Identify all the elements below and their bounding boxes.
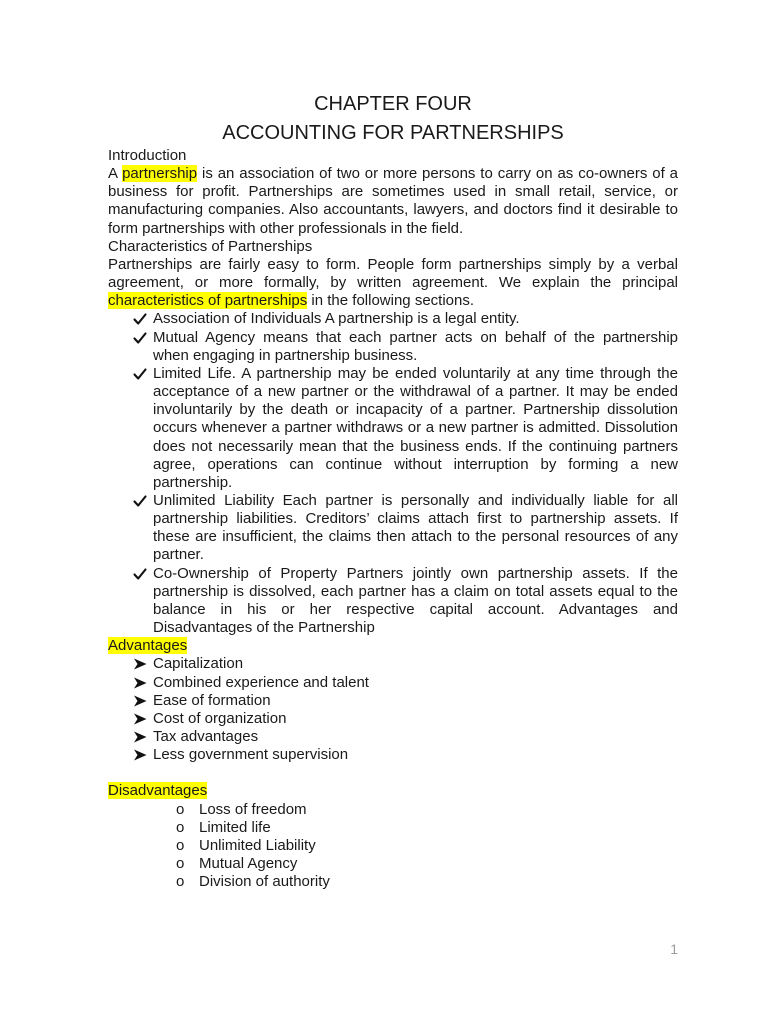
arrowhead-bullet-icon <box>133 712 147 726</box>
arrowhead-bullet-icon <box>133 748 147 762</box>
intro-line: business for profit. Partnerships are sometimes used in small retail, service, or <box>108 183 678 201</box>
characteristic-item <box>108 565 678 638</box>
chapter-title <box>108 90 678 148</box>
item-line: partnership liabilities. Creditors’ claims attach first to partnership assets. If <box>153 510 678 528</box>
disadvantage-label: Mutual Agency <box>199 855 298 873</box>
item-line: Limited Life. A partnership may be ended voluntarily at any time through the <box>153 364 678 382</box>
arrowhead-bullet-icon <box>133 676 147 690</box>
text-segment: is an association of two or more persons to carry on as co-owners of a <box>197 165 678 183</box>
highlighted-term: partnership <box>122 165 198 183</box>
item-line: Unlimited Liability Each partner is personally and individually liable for all <box>153 491 678 509</box>
item-line: Mutual Agency means that each partner acts on behalf of the partnership <box>153 328 678 346</box>
page-number: 1 <box>670 941 678 957</box>
item-line: involuntarily by the death or incapacity of a partner. Partnership dissolution <box>153 401 678 419</box>
checkmark-icon <box>133 331 147 345</box>
item-line: agree, operations can continue without interruption by forming a new <box>153 455 678 473</box>
checkmark-icon <box>133 567 147 581</box>
characteristic-item <box>108 329 678 365</box>
characteristics-line: agreement, or more formally, by written agreement. We explain the principal <box>108 274 678 292</box>
item-line: Association of Individuals A partnership is a legal entity. <box>153 310 520 328</box>
item-line: when engaging in partnership business. <box>153 346 418 364</box>
highlighted-heading: Disadvantages <box>108 782 208 800</box>
advantage-item <box>108 692 678 710</box>
advantage-label: Capitalization <box>153 655 244 673</box>
item-line: partner. <box>153 546 204 564</box>
arrowhead-bullet-icon <box>133 657 147 671</box>
document-body <box>108 147 678 891</box>
disadvantage-item <box>108 855 678 873</box>
advantage-label: Combined experience and talent <box>153 673 369 691</box>
section-heading-introduction: Introduction <box>108 147 187 164</box>
disadvantage-item <box>108 801 678 819</box>
advantage-item <box>108 655 678 673</box>
chapter-subtitle: ACCOUNTING FOR PARTNERSHIPS <box>222 122 564 144</box>
advantage-label: Tax advantages <box>153 728 259 745</box>
characteristic-item <box>108 365 678 492</box>
item-line: these are insufficient, the claims then attach to the personal resources of any <box>153 528 678 546</box>
text-segment: A <box>108 165 123 183</box>
disadvantage-label: Unlimited Liability <box>199 836 316 854</box>
advantage-item <box>108 674 678 692</box>
text-segment: in the following sections. <box>307 292 475 310</box>
advantage-label: Less government supervision <box>153 746 349 764</box>
bullet-marker: o <box>176 818 185 836</box>
advantage-item <box>108 728 678 746</box>
advantage-item <box>108 746 678 764</box>
item-line: balance in his or her respective capital account. Advantages and <box>153 600 678 618</box>
intro-line: manufacturing companies. Also accountants, lawyers, and doctors find it desirable to <box>108 201 678 219</box>
blank-line <box>108 764 678 782</box>
item-line: Co-Ownership of Property Partners jointly own partnership assets. If the <box>153 564 678 582</box>
characteristic-item <box>108 310 678 328</box>
checkmark-icon <box>133 367 147 381</box>
bullet-marker: o <box>176 836 185 854</box>
item-line: does not necessarily mean that the business ends. If the continuing partners <box>153 437 678 455</box>
disadvantage-item <box>108 873 678 891</box>
section-heading-advantages <box>108 637 678 655</box>
disadvantage-label: Division of authority <box>199 873 330 891</box>
chapter-number: CHAPTER FOUR <box>314 93 472 115</box>
disadvantage-item <box>108 819 678 837</box>
arrowhead-bullet-icon <box>133 694 147 708</box>
intro-line <box>108 165 678 183</box>
arrowhead-bullet-icon <box>133 730 147 744</box>
disadvantage-label: Loss of freedom <box>199 800 307 818</box>
item-line: partnership. <box>153 473 233 491</box>
advantage-item <box>108 710 678 728</box>
characteristics-line <box>108 292 678 310</box>
disadvantage-label: Limited life <box>199 818 271 836</box>
highlighted-heading: Advantages <box>108 637 188 655</box>
section-heading-characteristics: Characteristics of Partnerships <box>108 237 313 255</box>
advantage-label: Cost of organization <box>153 709 287 727</box>
checkmark-icon <box>133 312 147 326</box>
characteristics-line: Partnerships are fairly easy to form. People form partnerships simply by a verbal <box>108 255 678 273</box>
disadvantage-item <box>108 837 678 855</box>
characteristic-item <box>108 492 678 565</box>
bullet-marker: o <box>176 873 185 891</box>
item-line: partnership is dissolved, each partner has a claim on total assets equal to the <box>153 582 678 600</box>
item-line: Disadvantages of the Partnership <box>153 619 375 637</box>
section-heading-disadvantages <box>108 782 678 800</box>
highlighted-term: characteristics of partnerships <box>108 292 308 310</box>
advantage-label: Ease of formation <box>153 691 271 709</box>
bullet-marker: o <box>176 855 185 873</box>
intro-line: form partnerships with other professionals in the field. <box>108 219 464 237</box>
bullet-marker: o <box>176 800 185 818</box>
item-line: acceptance of a new partner or the withdrawal of a partner. It may be ended <box>153 383 678 401</box>
checkmark-icon <box>133 494 147 508</box>
item-line: occurs whenever a partner withdraws or a new partner is admitted. Dissolution <box>153 419 678 437</box>
